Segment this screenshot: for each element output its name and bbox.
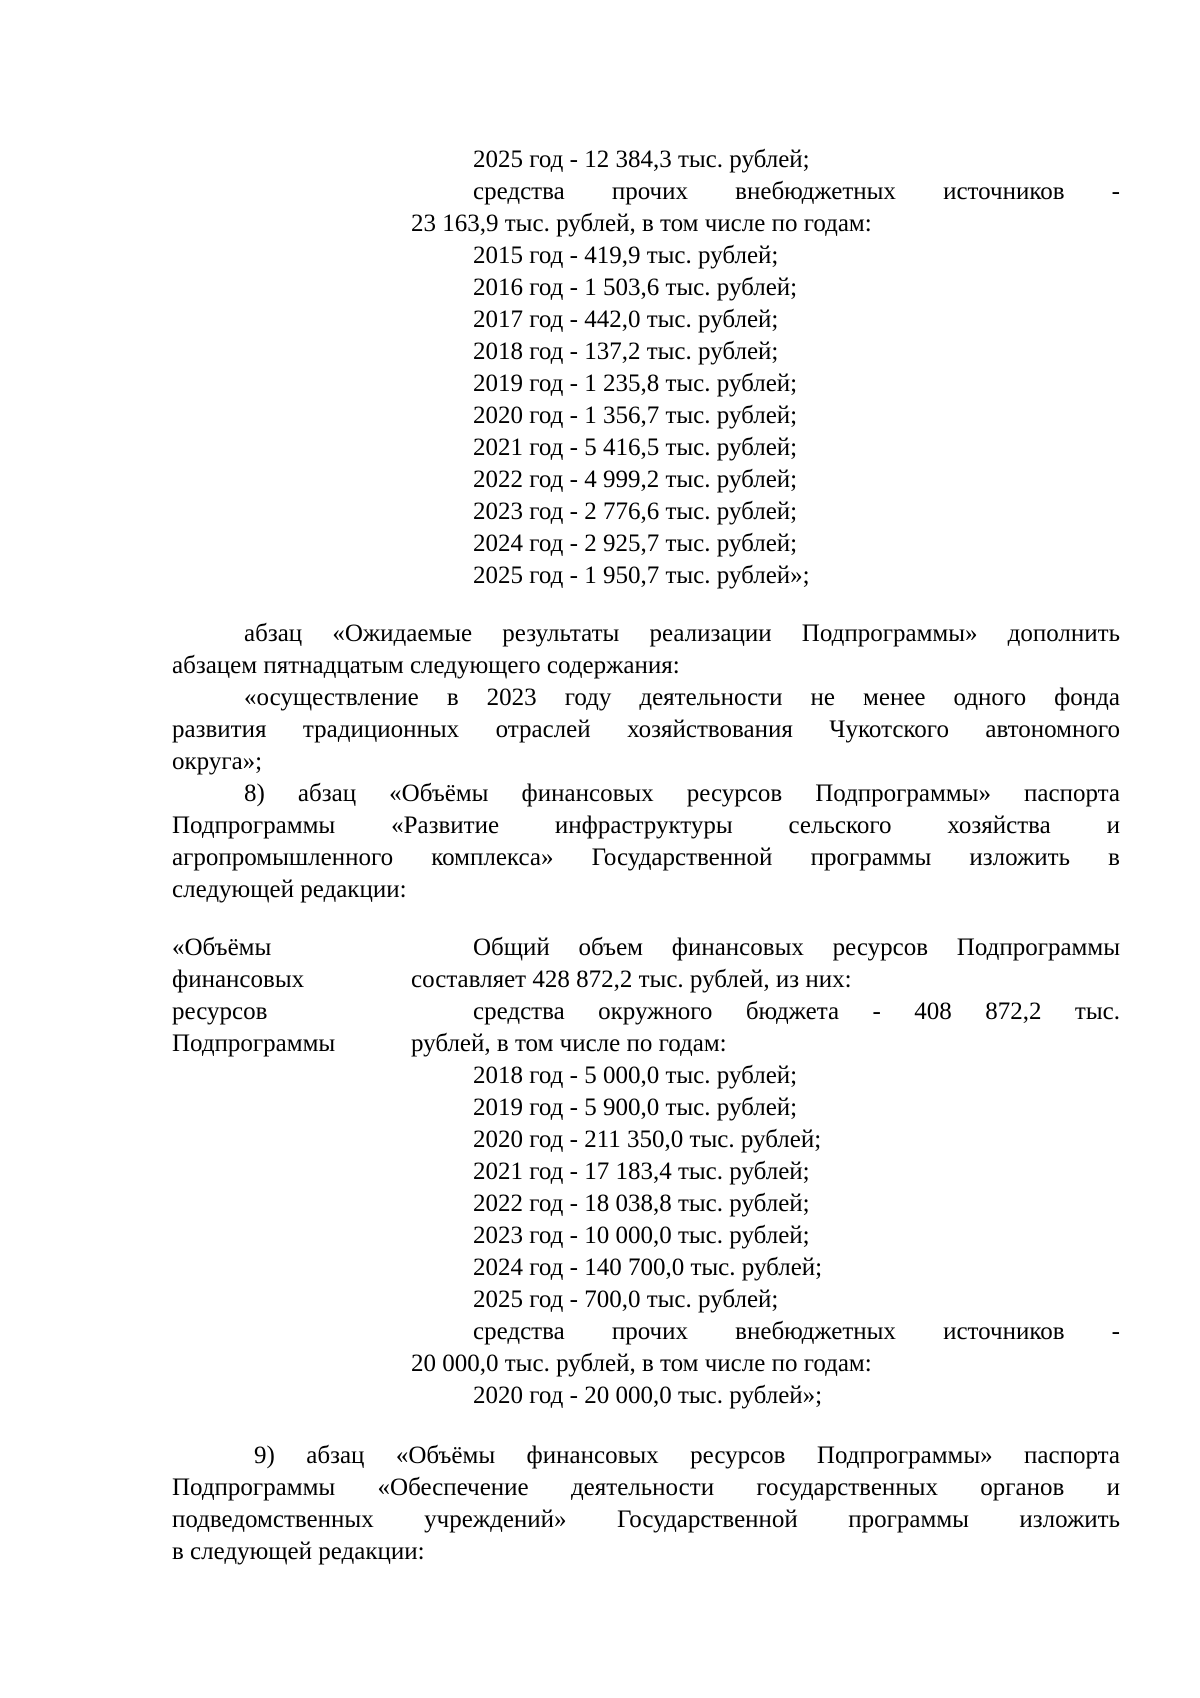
text-line: 2020 год - 20 000,0 тыс. рублей»; [473,1382,823,1409]
text-line: 2019 год - 1 235,8 тыс. рублей; [473,370,798,397]
text-line: 2025 год - 12 384,3 тыс. рублей; [473,146,810,173]
text-line: агропромышленного комплекса» Государственной программы изложить в [172,844,1120,871]
text-line: средства прочих внебюджетных источников - [473,178,1120,205]
text-line: подведомственных учреждений» Государственной программы изложить [172,1506,1120,1533]
text-line: Общий объем финансовых ресурсов Подпрограммы [473,934,1120,961]
text-line: 2020 год - 211 350,0 тыс. рублей; [473,1126,822,1153]
text-line: 2018 год - 137,2 тыс. рублей; [473,338,779,365]
section-label: Подпрограммы [172,1030,336,1057]
section-label: ресурсов [172,998,268,1025]
section-label: финансовых [172,966,305,993]
text-line: 2022 год - 18 038,8 тыс. рублей; [473,1190,810,1217]
text-line: средства окружного бюджета - 408 872,2 тыс. [473,998,1120,1025]
text-line: 8) абзац «Объёмы финансовых ресурсов Подпрограммы» паспорта [244,780,1120,807]
text-line: абзац «Ожидаемые результаты реализации Подпрограммы» дополнить [244,620,1120,647]
text-line: следующей редакции: [172,876,407,903]
text-line: 2022 год - 4 999,2 тыс. рублей; [473,466,798,493]
text-line: «осуществление в 2023 году деятельности не менее одного фонда [244,684,1120,711]
text-line: 2024 год - 2 925,7 тыс. рублей; [473,530,798,557]
text-line: 2021 год - 5 416,5 тыс. рублей; [473,434,798,461]
text-line: Подпрограммы «Развитие инфраструктуры сельского хозяйства и [172,812,1120,839]
text-line: составляет 428 872,2 тыс. рублей, из них: [411,966,852,993]
section-label: «Объёмы [172,934,272,961]
text-line: 2023 год - 10 000,0 тыс. рублей; [473,1222,810,1249]
text-line: 2024 год - 140 700,0 тыс. рублей; [473,1254,823,1281]
text-line: в следующей редакции: [172,1538,425,1565]
text-line: 2017 год - 442,0 тыс. рублей; [473,306,779,333]
text-line: Подпрограммы «Обеспечение деятельности государственных органов и [172,1474,1120,1501]
text-line: 9) абзац «Объёмы финансовых ресурсов Подпрограммы» паспорта [254,1442,1120,1469]
text-line: 2018 год - 5 000,0 тыс. рублей; [473,1062,798,1089]
text-line: 20 000,0 тыс. рублей, в том числе по годам: [411,1350,872,1377]
text-line: 2015 год - 419,9 тыс. рублей; [473,242,779,269]
text-line: 2019 год - 5 900,0 тыс. рублей; [473,1094,798,1121]
text-line: абзацем пятнадцатым следующего содержания: [172,652,680,679]
text-line: 2016 год - 1 503,6 тыс. рублей; [473,274,798,301]
text-line: 2025 год - 1 950,7 тыс. рублей»; [473,562,810,589]
text-line: округа»; [172,748,263,775]
text-line: 2025 год - 700,0 тыс. рублей; [473,1286,779,1313]
text-line: средства прочих внебюджетных источников - [473,1318,1120,1345]
text-line: 2023 год - 2 776,6 тыс. рублей; [473,498,798,525]
text-line: 23 163,9 тыс. рублей, в том числе по годам: [411,210,872,237]
text-line: развития традиционных отраслей хозяйствования Чукотского автономного [172,716,1120,743]
text-line: рублей, в том числе по годам: [411,1030,727,1057]
text-line: 2020 год - 1 356,7 тыс. рублей; [473,402,798,429]
text-line: 2021 год - 17 183,4 тыс. рублей; [473,1158,810,1185]
